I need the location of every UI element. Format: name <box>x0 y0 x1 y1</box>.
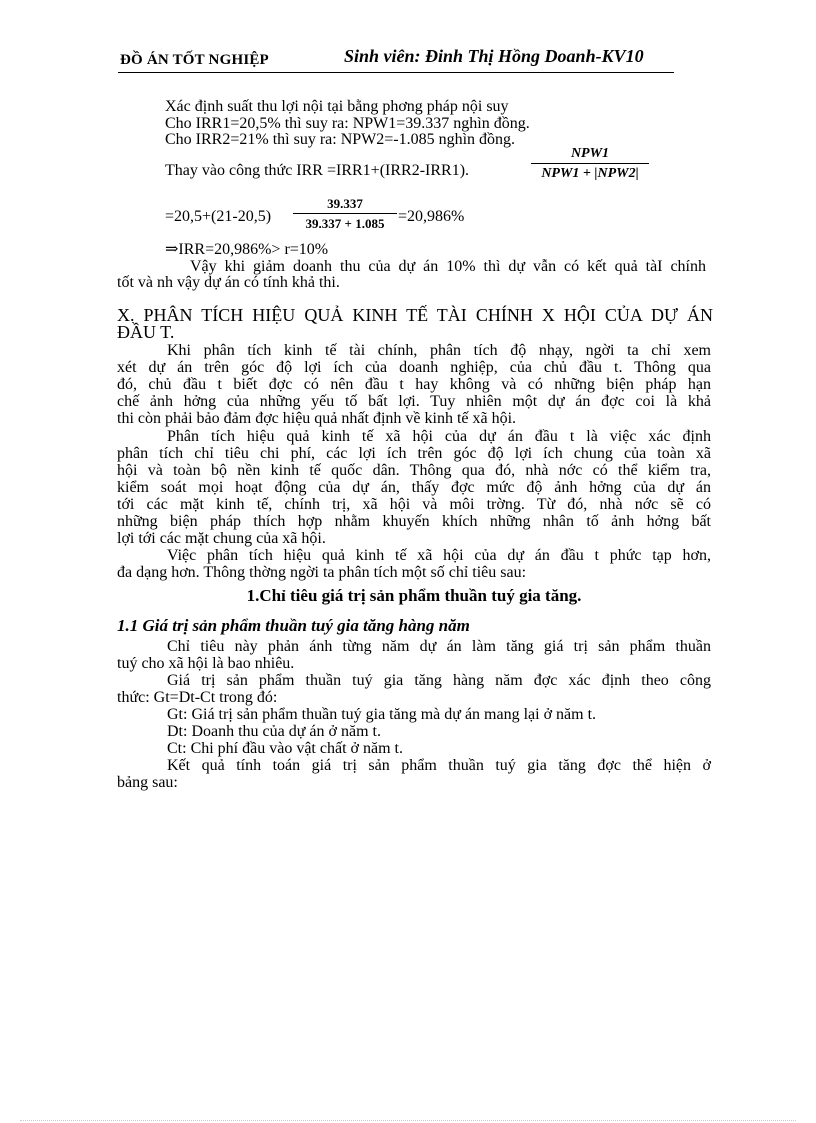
paragraph-line: lợi tới các mặt chung của xã hội. <box>117 530 326 547</box>
implies-arrow-icon: ⇒ <box>165 241 179 258</box>
irr-conclusion-text: IRR=20,986%> r=10% <box>178 241 329 258</box>
paragraph-line: thức: Gt=Dt-Ct trong đó: <box>117 689 278 706</box>
paragraph-line: chế ảnh hởng của những yếu tố bất lợi. Tuy nhiên một dự án đợc coi là khả <box>117 393 711 410</box>
paragraph-line: phân tích chỉ tiêu chi phí, các lợi ích trên góc độ lợi ích chung của toàn xã <box>117 445 711 462</box>
formula-prefix: Thay vào công thức IRR =IRR1+(IRR2-IRR1). <box>165 162 470 179</box>
paragraph-line: bảng sau: <box>117 774 178 791</box>
calc-result: =20,986% <box>398 208 465 225</box>
paragraph-line: hội và toàn bộ nền kinh tế quốc dân. Thông qua đó, nhà nớc có thể kiểm tra, <box>117 462 711 479</box>
paragraph-line: đó, chủ đầu t biết đợc có nên đầu t hay không và có những biện pháp hạn <box>117 376 711 393</box>
paragraph-line: xét dự án trên góc độ lợi ích của doanh nghiệp, của chủ đầu t. Thông qua <box>117 359 711 376</box>
page-bottom-divider <box>20 1120 796 1121</box>
paragraph-line: tuý cho xã hội là bao nhiêu. <box>117 655 295 672</box>
paragraph-line: Phân tích hiệu quả kinh tế xã hội của dự án đầu t là việc xác định <box>167 428 711 445</box>
paragraph-line: tới các mặt kinh tế, chính trị, xã hội và môi trờng. Từ đó, nhà nớc sẽ có <box>117 496 711 513</box>
section-x-title-2: ĐẦU T. <box>117 322 175 342</box>
paragraph-line: kiểm soát mọi hoạt động của dự án, thấy đợc mức độ ảnh hởng của dự án <box>117 479 711 496</box>
calc-prefix: =20,5+(21-20,5) <box>165 208 272 225</box>
summary-line-2: tốt và nh vậy dự án có tính khả thi. <box>117 274 340 291</box>
summary-line-1: Vậy khi giảm doanh thu của dự án 10% thì dự vẫn có kết quả tàI chính <box>190 258 706 275</box>
paragraph-line: Việc phân tích hiệu quả kinh tế xã hội của dự án đầu t phức tạp hơn, <box>167 547 711 564</box>
formula-denominator: NPW1 + |NPW2| <box>541 166 639 181</box>
irr-line-1: Xác định suất thu lợi nội tại bằng phơng pháp nội suy <box>165 98 509 115</box>
paragraph-line: đa dạng hơn. Thông thờng ngời ta phân tích một số chỉ tiêu sau: <box>117 564 527 581</box>
formula-fraction <box>531 146 649 182</box>
subsection-1-1-title: 1.1 Giá trị sản phẩm thuần tuý gia tăng hàng năm <box>117 616 470 635</box>
header-right-author: Sinh viên: Đinh Thị Hồng Doanh-KV10 <box>344 46 644 66</box>
definition-line: Dt: Doanh thu của dự án ở năm t. <box>167 723 381 740</box>
irr-conclusion <box>165 241 328 258</box>
irr-line-3: Cho IRR2=21% thì suy ra: NPW2=-1.085 nghìn đồng. <box>165 131 516 148</box>
header-left-title: ĐỒ ÁN TỐT NGHIỆP <box>120 52 269 68</box>
section-x-title-1: X. PHÂN TÍCH HIỆU QUẢ KINH TẾ TÀI CHÍNH X HỘI CỦA DỰ ÁN <box>117 305 713 325</box>
paragraph-line: Kết quả tính toán giá trị sản phẩm thuần tuý gia tăng đợc thể hiện ở <box>167 757 711 774</box>
header-rule <box>118 72 674 73</box>
definition-line: Ct: Chi phí đầu vào vật chất ở năm t. <box>167 740 403 757</box>
calc-fraction <box>293 196 397 232</box>
formula-numerator: NPW1 <box>531 146 649 164</box>
calc-denominator: 39.337 + 1.085 <box>305 216 385 231</box>
paragraph-line: Khi phân tích kinh tế tài chính, phân tích độ nhạy, ngời ta chỉ xem <box>167 342 711 359</box>
paragraph-line: Chỉ tiêu này phản ánh từng năm dự án làm tăng giá trị sản phẩm thuần <box>167 638 711 655</box>
paragraph-line: Giá trị sản phẩm thuần tuý gia tăng hàng năm đợc xác định theo công <box>167 672 711 689</box>
paragraph-line: thi còn phải bảo đảm đợc hiệu quả nhất định về kinh tế xã hội. <box>117 410 517 427</box>
definition-line: Gt: Giá trị sản phẩm thuần tuý gia tăng mà dự án mang lại ở năm t. <box>167 706 597 723</box>
calc-numerator: 39.337 <box>293 196 397 214</box>
subsection-1-title: 1.Chỉ tiêu giá trị sản phẩm thuần tuý gia tăng. <box>246 586 582 605</box>
irr-line-2: Cho IRR1=20,5% thì suy ra: NPW1=39.337 nghìn đồng. <box>165 115 530 132</box>
paragraph-line: những biện pháp thích hợp nhằm khuyến khích những nhân tố ảnh hởng bất <box>117 513 711 530</box>
